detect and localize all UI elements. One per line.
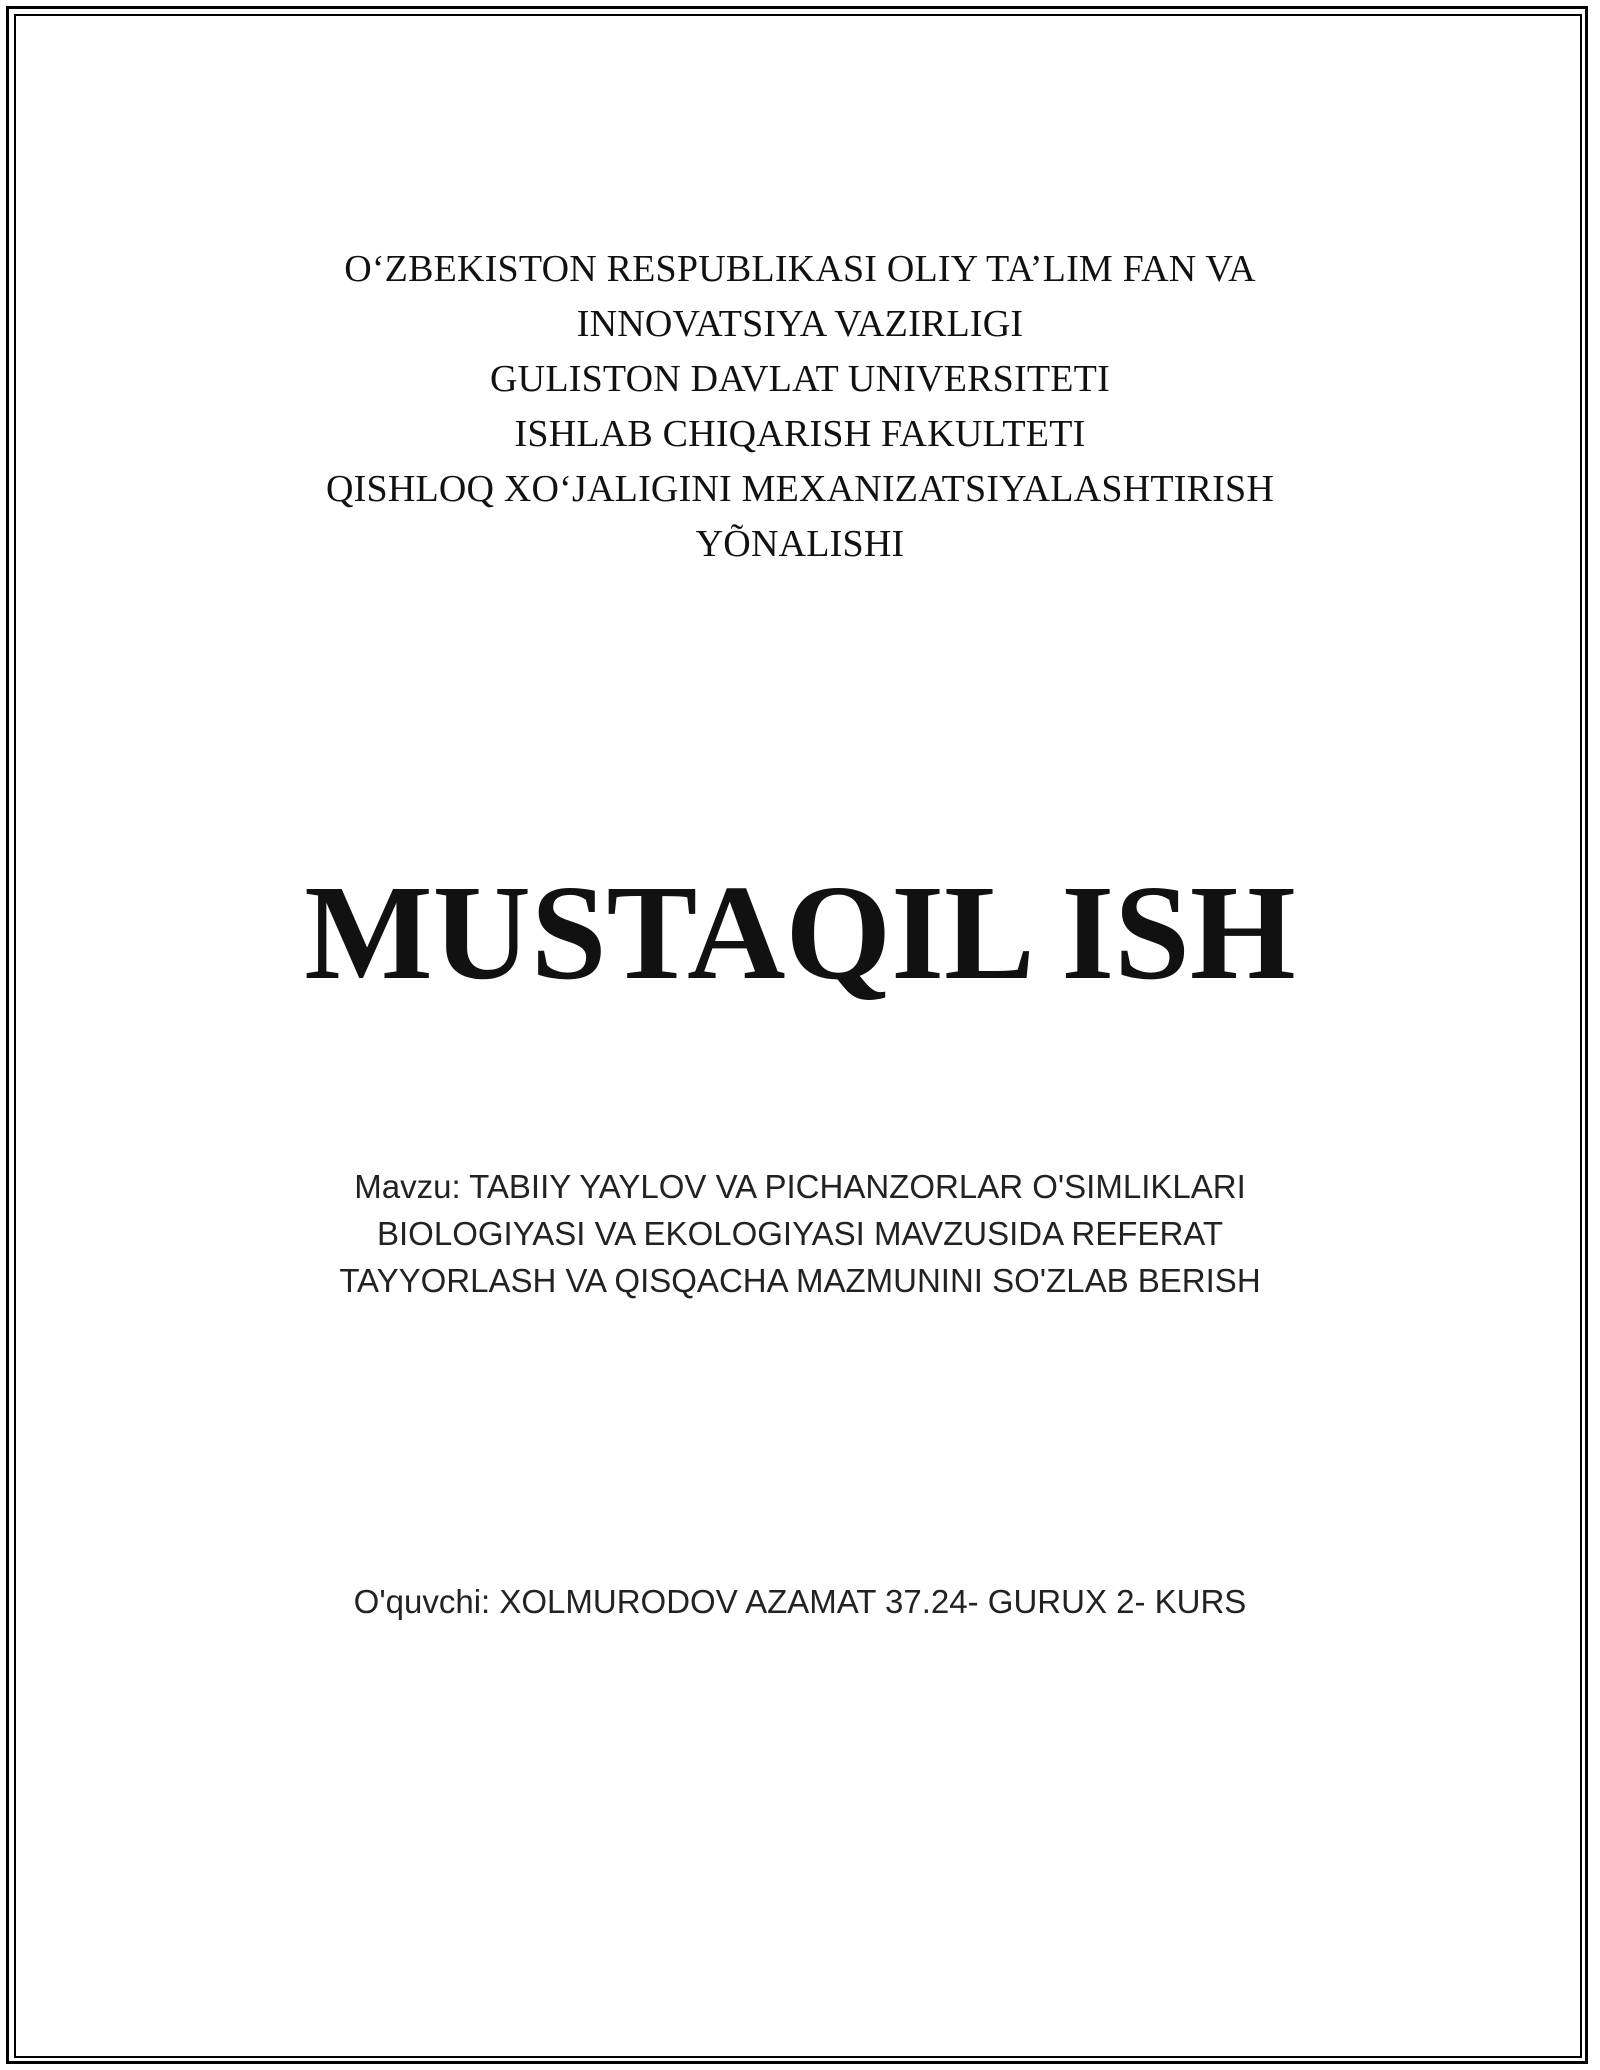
topic-block <box>200 1163 1400 1304</box>
student-info: O'quvchi: XOLMURODOV AZAMAT 37.24- GURUX 2- KURS <box>353 1583 1247 1620</box>
header-line: GULISTON DAVLAT UNIVERSITETI <box>490 358 1110 400</box>
header-line: O‘ZBEKISTON RESPUBLIKASI OLIY TA’LIM FAN VA <box>344 248 1256 290</box>
header-line: QISHLOQ XO‘JALIGINI MEXANIZATSIYALASHTIRISH <box>326 468 1274 510</box>
topic-line: TAYYORLASH VA QISQACHA MAZMUNINI SO'ZLAB BERISH <box>339 1262 1261 1299</box>
topic-line: BIOLOGIYASI VA EKOLOGIYASI MAVZUSIDA REFERAT <box>377 1215 1223 1252</box>
header-line: INNOVATSIYA VAZIRLIGI <box>576 303 1024 345</box>
institution-header <box>200 242 1400 572</box>
header-line: ISHLAB CHIQARISH FAKULTETI <box>514 413 1086 455</box>
topic-line: Mavzu: TABIIY YAYLOV VA PICHANZORLAR O'SIMLIKLARI <box>354 1168 1246 1205</box>
document-title: MUSTAQIL ISH <box>304 858 1296 1008</box>
header-line: YÕNALISHI <box>695 523 905 565</box>
